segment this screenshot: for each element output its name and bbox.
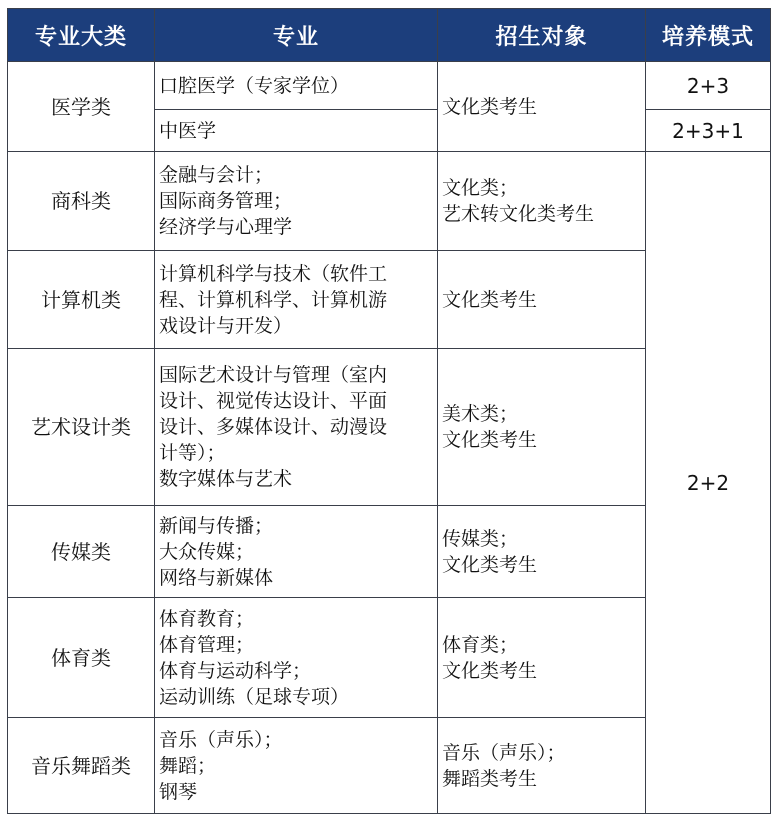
major-line: 体育教育； [159, 607, 255, 630]
major-line: 计算机科学与技术（软件工 [159, 262, 388, 285]
target-line: 体育类； [442, 633, 519, 656]
target-cell [438, 152, 646, 251]
target-line: 美术类； [442, 403, 519, 425]
target-line: 文化类； [442, 177, 519, 199]
major-line: 设计、多媒体设计、动漫设 [159, 416, 388, 438]
major-line: 计等）； [159, 442, 226, 464]
target-cell [438, 506, 646, 598]
table-header-row [8, 9, 771, 62]
shared-mode-cell: 2+2 [646, 152, 771, 814]
major-cell [155, 62, 438, 110]
major-line: 经济学与心理学 [159, 216, 293, 238]
target-line: 艺术转文化类考生 [442, 203, 595, 225]
major-cell [155, 251, 438, 349]
category-cell: 商科类 [8, 152, 155, 251]
category-cell: 计算机类 [8, 251, 155, 349]
target-line: 文化类考生 [442, 95, 538, 118]
header-mode: 培养模式 [646, 9, 771, 62]
major-line: 数字媒体与艺术 [159, 468, 293, 490]
category-cell: 体育类 [8, 598, 155, 718]
target-cell [438, 349, 646, 506]
target-line: 文化类考生 [442, 288, 538, 311]
header-category: 专业大类 [8, 9, 155, 62]
major-cell [155, 110, 438, 152]
major-line: 设计、视觉传达设计、平面 [159, 390, 388, 412]
category-cell: 艺术设计类 [8, 349, 155, 506]
header-major: 专业 [155, 9, 438, 62]
major-cell [155, 598, 438, 718]
category-cell: 医学类 [8, 62, 155, 152]
major-line: 口腔医学（专家学位） [159, 74, 350, 97]
major-line: 舞蹈； [159, 754, 217, 777]
major-line: 国际艺术设计与管理（室内 [159, 364, 388, 386]
major-line: 金融与会计； [159, 164, 274, 186]
major-line: 中医学 [159, 119, 217, 142]
major-line: 音乐（声乐）； [159, 728, 283, 751]
major-cell [155, 506, 438, 598]
major-line: 钢琴 [159, 780, 198, 803]
category-cell: 音乐舞蹈类 [8, 718, 155, 814]
major-line: 新闻与传播； [159, 514, 274, 537]
major-cell [155, 349, 438, 506]
enrollment-table-container [7, 8, 770, 818]
enrollment-table [7, 8, 771, 814]
major-cell [155, 152, 438, 251]
mode-cell: 2+3 [646, 62, 771, 110]
target-line: 文化类考生 [442, 553, 538, 576]
header-target: 招生对象 [438, 9, 646, 62]
major-line: 体育管理； [159, 633, 255, 656]
target-cell [438, 718, 646, 814]
table-row [8, 62, 771, 110]
major-line: 体育与运动科学； [159, 659, 312, 682]
major-line: 运动训练（足球专项） [159, 685, 350, 708]
major-line: 程、计算机科学、计算机游 [159, 288, 388, 311]
major-line: 网络与新媒体 [159, 566, 274, 589]
target-cell [438, 251, 646, 349]
major-line: 戏设计与开发） [159, 314, 293, 337]
target-line: 文化类考生 [442, 429, 538, 451]
category-cell: 传媒类 [8, 506, 155, 598]
target-line: 音乐（声乐）； [442, 741, 566, 764]
major-line: 国际商务管理； [159, 190, 293, 212]
target-cell [438, 598, 646, 718]
table-row [8, 152, 771, 251]
mode-cell: 2+3+1 [646, 110, 771, 152]
target-line: 传媒类； [442, 527, 519, 550]
major-line: 大众传媒； [159, 540, 255, 563]
target-cell [438, 62, 646, 152]
target-line: 文化类考生 [442, 659, 538, 682]
major-cell [155, 718, 438, 814]
target-line: 舞蹈类考生 [442, 767, 538, 790]
